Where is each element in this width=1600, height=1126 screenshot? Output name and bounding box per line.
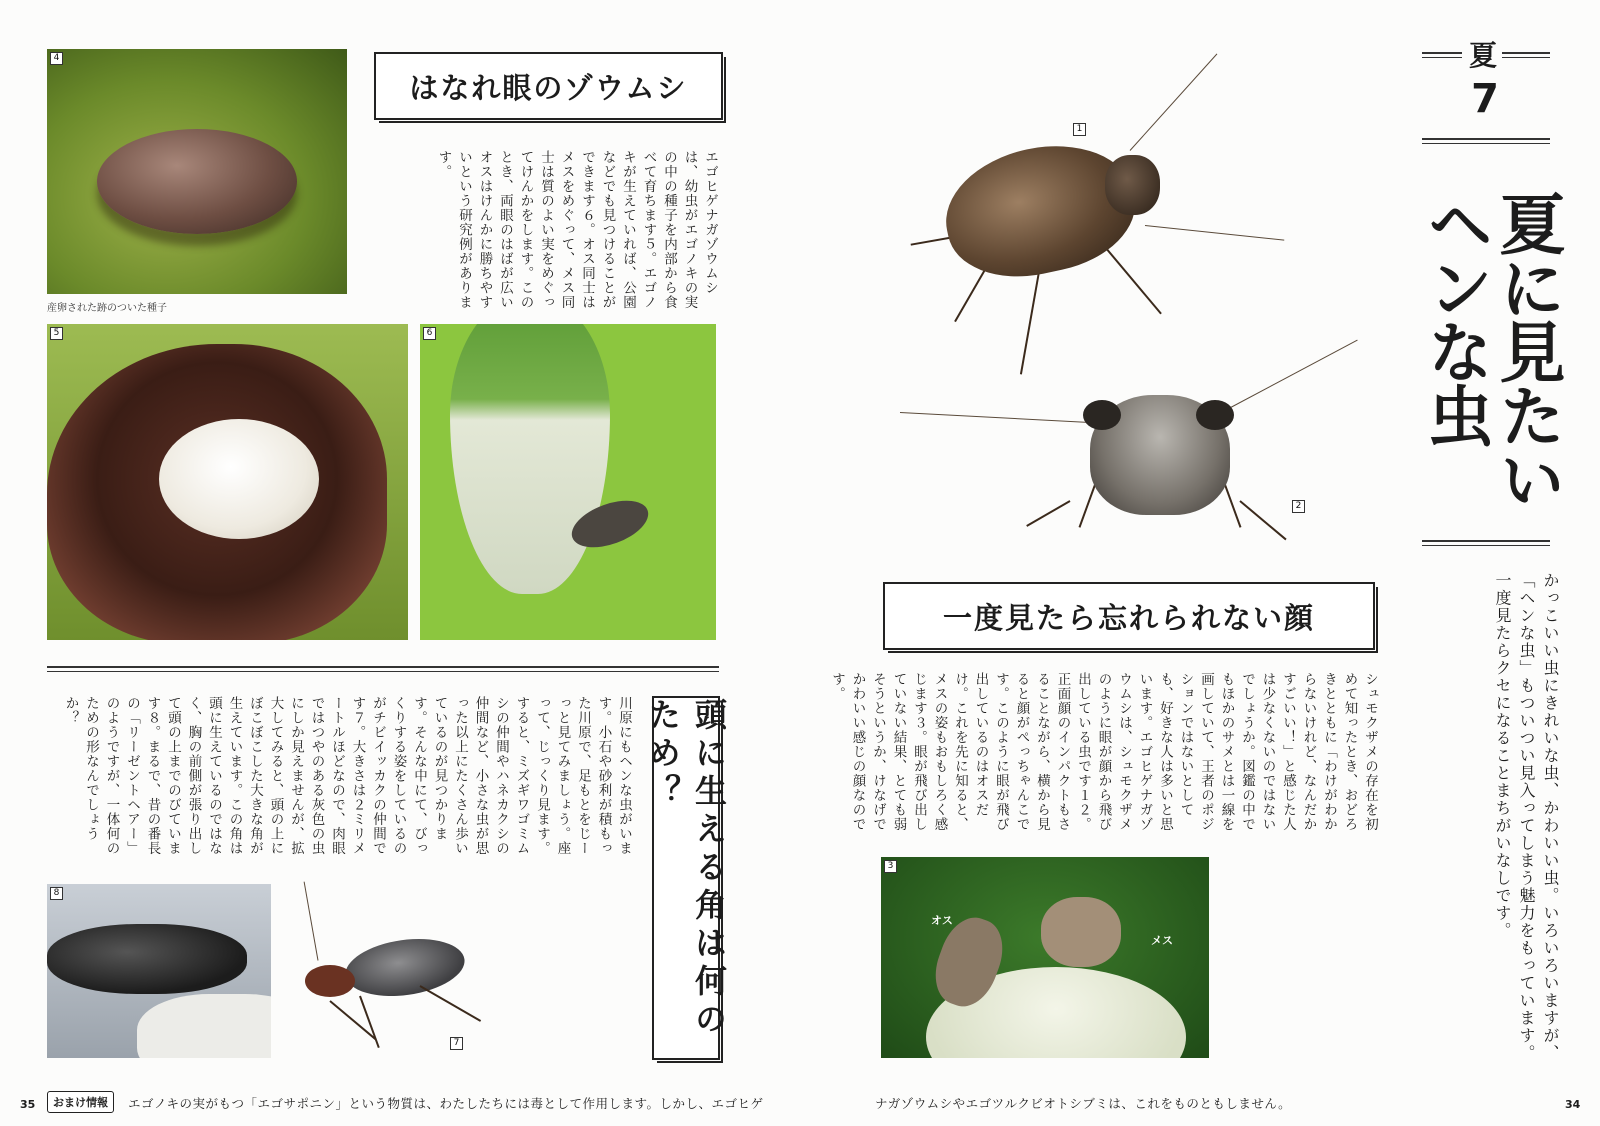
stone-image — [137, 994, 271, 1058]
leg — [1020, 266, 1041, 375]
leg — [420, 985, 482, 1022]
antenna — [900, 412, 1090, 423]
season-rule-bottom — [1422, 138, 1550, 140]
page-title: 夏に見たいヘンな虫 — [1416, 190, 1565, 510]
section2-body: 川原にもヘンな虫がいます。小石や砂利が積もった川原で、足もとをじーっと見てみましょう。座って、じっくり見ます。すると、ミズギワゴミムシの仲間やハネカクシの仲間など、小さな虫が思った以上にたくさん歩いているのが見つかります。そんな中にて、びっくりする姿をしているのがチビイッカクの仲間です７。大きさは２ミリメートルほどなので、肉眼ではつやのある灰色の虫にしか見えませんが、拡大してみると、頭の上にぼこぼこした大きな角が生えています。この角は頭に生えているのではなく、胸の前側が張り出して頭の上までのびています８。まるで、昔の番長の「リーゼントヘアー」のようですが、一体何のための形なんでしょうか？ — [62, 696, 632, 856]
season-rule-right — [1502, 52, 1550, 54]
heading-atama-tsuno — [644, 696, 728, 1060]
antenna — [1225, 340, 1358, 411]
photo-number-7: 7 — [450, 1037, 463, 1050]
page-number-left: 35 — [20, 1098, 36, 1111]
female-weevil — [1041, 897, 1121, 967]
season-label: 夏 — [1468, 39, 1497, 72]
seed-image — [97, 129, 297, 234]
title-rule — [1422, 540, 1550, 542]
weevil-head — [1105, 155, 1160, 215]
antenna — [1130, 54, 1218, 151]
page-number-right: 34 — [1565, 1098, 1581, 1111]
heading-text: 頭に生える角は何のため？ — [644, 698, 728, 1040]
photo-number-5: 5 — [50, 327, 63, 340]
heading-ichido-mitara — [883, 582, 1375, 650]
chapter-number: 7 — [1471, 76, 1499, 122]
leg — [1099, 240, 1162, 314]
leg — [1239, 500, 1286, 540]
omake-badge: おまけ情報 — [47, 1091, 114, 1113]
photo-number-6: 6 — [423, 327, 436, 340]
leg — [1026, 500, 1070, 527]
photo-male-female-weevils — [881, 857, 1209, 1058]
photo-weevil-on-fruit — [420, 324, 716, 640]
photo-number-8: 8 — [50, 887, 63, 900]
photo4-caption: 産卵された跡のついた種子 — [47, 303, 167, 314]
beetle-image — [47, 924, 247, 994]
footer-text-right: ナガゾウムシやエゴツルクビオトシブミは、これをものともしません。 — [875, 1096, 1292, 1111]
antenna — [1145, 225, 1284, 241]
photo-number-4: 4 — [50, 52, 63, 65]
weevil-eye-left — [1083, 400, 1121, 430]
chibi-ikkaku-body — [342, 932, 468, 1003]
photo-number-2: 2 — [1292, 500, 1305, 513]
section3-body-top: シュモクザメの存在を初めて知ったとき、おどろきとともに「わけがわからないけれど、なんだかすごいい！」と感じた人は少なくないのではないでしょうか。図鑑の中でもほかのサメとは一線を画していて、王者のポジションではないとしても、好きな人は多いと思います。エゴヒゲナガゾウムシは、シュモクザメのように眼が顔から飛び出している虫です１２。正面顔のインパクトもさることながら、横から見ると顔がぺっちゃんこです。このように眼が飛び出しているのはオスだけ。これを先に知ると、メスの姿もおもしろく感じます３。眼が飛び出していない結果、とても弱そうというか、けなげでかわいい感じの顔なのです。 — [829, 672, 1378, 832]
antenna — [304, 882, 319, 961]
leg — [359, 996, 380, 1048]
label-male: オス — [931, 914, 953, 927]
footer-text-left: エゴノキの実がもつ「エゴサポニン」という物質は、わたしたちには毒として作用します。しかし、エゴヒゲ — [128, 1096, 764, 1111]
chibi-ikkaku-head — [305, 965, 355, 997]
season-rule-left — [1422, 52, 1462, 54]
weevil-side-view — [934, 130, 1146, 292]
heading-text: 一度見たら忘れられない顔 — [942, 600, 1315, 635]
intro-text: かっこいい虫にきれいな虫、かわいい虫。いろいろいますが、「ヘンな虫」もついつい見入ってしまう魅力をもっています。一度見たらクセになることまちがいなしです。 — [1493, 572, 1560, 1062]
section1-body: エゴヒゲナガゾウムシは、幼虫がエゴノキの実の中の種子を内部から食べて育ちます５。エゴノキが生えていれば、公園などでも見つけることができます６。オス同士はメスをめぐって、メス同士は質のよい実をめぐってけんかをします。このとき、両眼のはばが広いオスはけんかに勝ちやすいという研究例があります。 — [435, 150, 718, 310]
heading-text: はなれ眼のゾウムシ — [409, 70, 688, 105]
egonoki-fruit — [450, 324, 610, 594]
label-female: メス — [1151, 934, 1173, 947]
weevil-eye-right — [1196, 400, 1234, 430]
photo-larva-in-seed — [47, 324, 408, 640]
heading-hanare-me — [374, 52, 723, 120]
section-divider — [47, 666, 719, 668]
photo-number-1: 1 — [1073, 123, 1086, 136]
photo-beetle-closeup — [47, 884, 271, 1058]
photo-number-3: 3 — [884, 860, 897, 873]
larva-image — [159, 419, 319, 539]
photo-seed-with-egg-mark — [47, 49, 347, 294]
